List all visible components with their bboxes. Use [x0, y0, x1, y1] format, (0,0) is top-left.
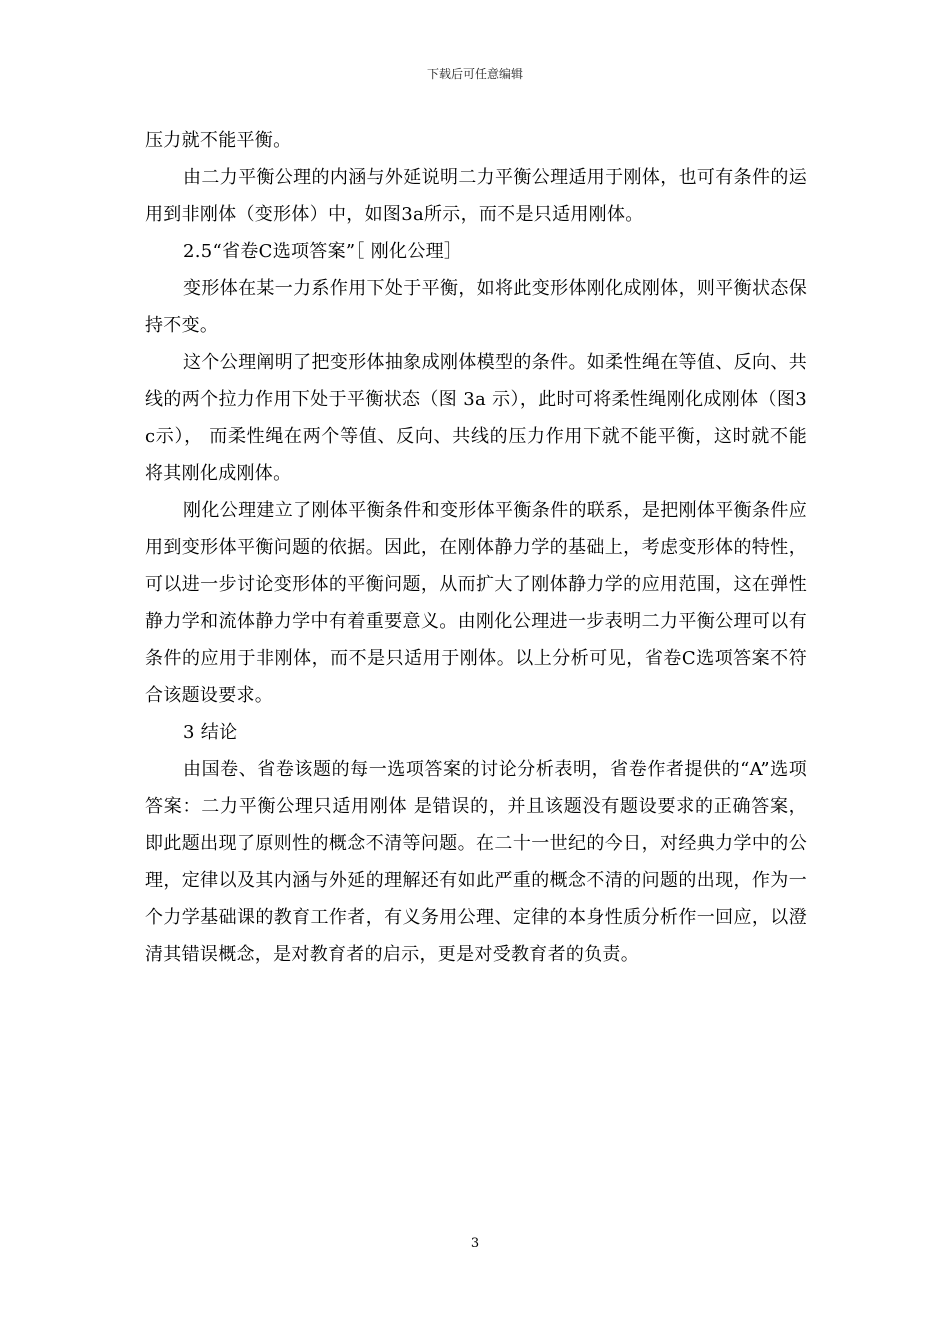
section-heading-conclusion: 3 结论	[183, 722, 238, 743]
page-header: 下载后可任意编辑	[426, 67, 523, 81]
paragraph-rigidization-axiom: 变形体在某一力系作用下处于平衡，如将此变形体刚化成刚体，则平衡状态保持不变。	[145, 278, 807, 336]
section-heading-2-5: 2.5“省卷C选项答案”［ 刚化公理］	[183, 241, 463, 262]
paragraph-rigidization-analysis: 刚化公理建立了刚体平衡条件和变形体平衡条件的联系，是把刚体平衡条件应用到变形体平衡问题的依据。因此，在刚体静力学的基础上，考虑变形体的特性，可以进一步讨论变形体的平衡问题，从而扩大了刚体静力学的应用范围，这在弹性静力学和流体静力学中有着重要意义。由刚化公理进一步表明二力平衡公理可以有条件的应用于非刚体，而不是只适用于刚体。以上分析可见，省卷C选项答案不符合该题设要求。	[145, 500, 807, 706]
document-body	[145, 122, 807, 973]
paragraph-rope-example: 这个公理阐明了把变形体抽象成刚体模型的条件。如柔性绳在等值、反向、共线的两个拉力作用下处于平衡状态（图 3a 示），此时可将柔性绳刚化成刚体（图3c示）， 而柔性绳在两个等值、反向、共线的压力作用下就不能平衡，这时就不能将其刚化成刚体。	[145, 352, 807, 484]
paragraph-continuation: 压力就不能平衡。	[145, 130, 292, 151]
paragraph-conclusion: 由国卷、省卷该题的每一选项答案的讨论分析表明，省卷作者提供的“A”选项答案：二力平衡公理只适用刚体 是错误的，并且该题没有题设要求的正确答案，即此题出现了原则性的概念不清等问题。在二十一世纪的今日，对经典力学中的公理，定律以及其内涵与外延的理解还有如此严重的概念不清的问题的出现，作为一个力学基础课的教育工作者，有义务用公理、定律的本身性质分析作一回应，以澄清其错误概念，是对教育者的启示，更是对受教育者的负责。	[145, 759, 807, 965]
paragraph-two-force-axiom: 由二力平衡公理的内涵与外延说明二力平衡公理适用于刚体，也可有条件的运用到非刚体（变形体）中，如图3a所示，而不是只适用刚体。	[145, 167, 807, 225]
page-number: 3	[470, 1236, 480, 1251]
